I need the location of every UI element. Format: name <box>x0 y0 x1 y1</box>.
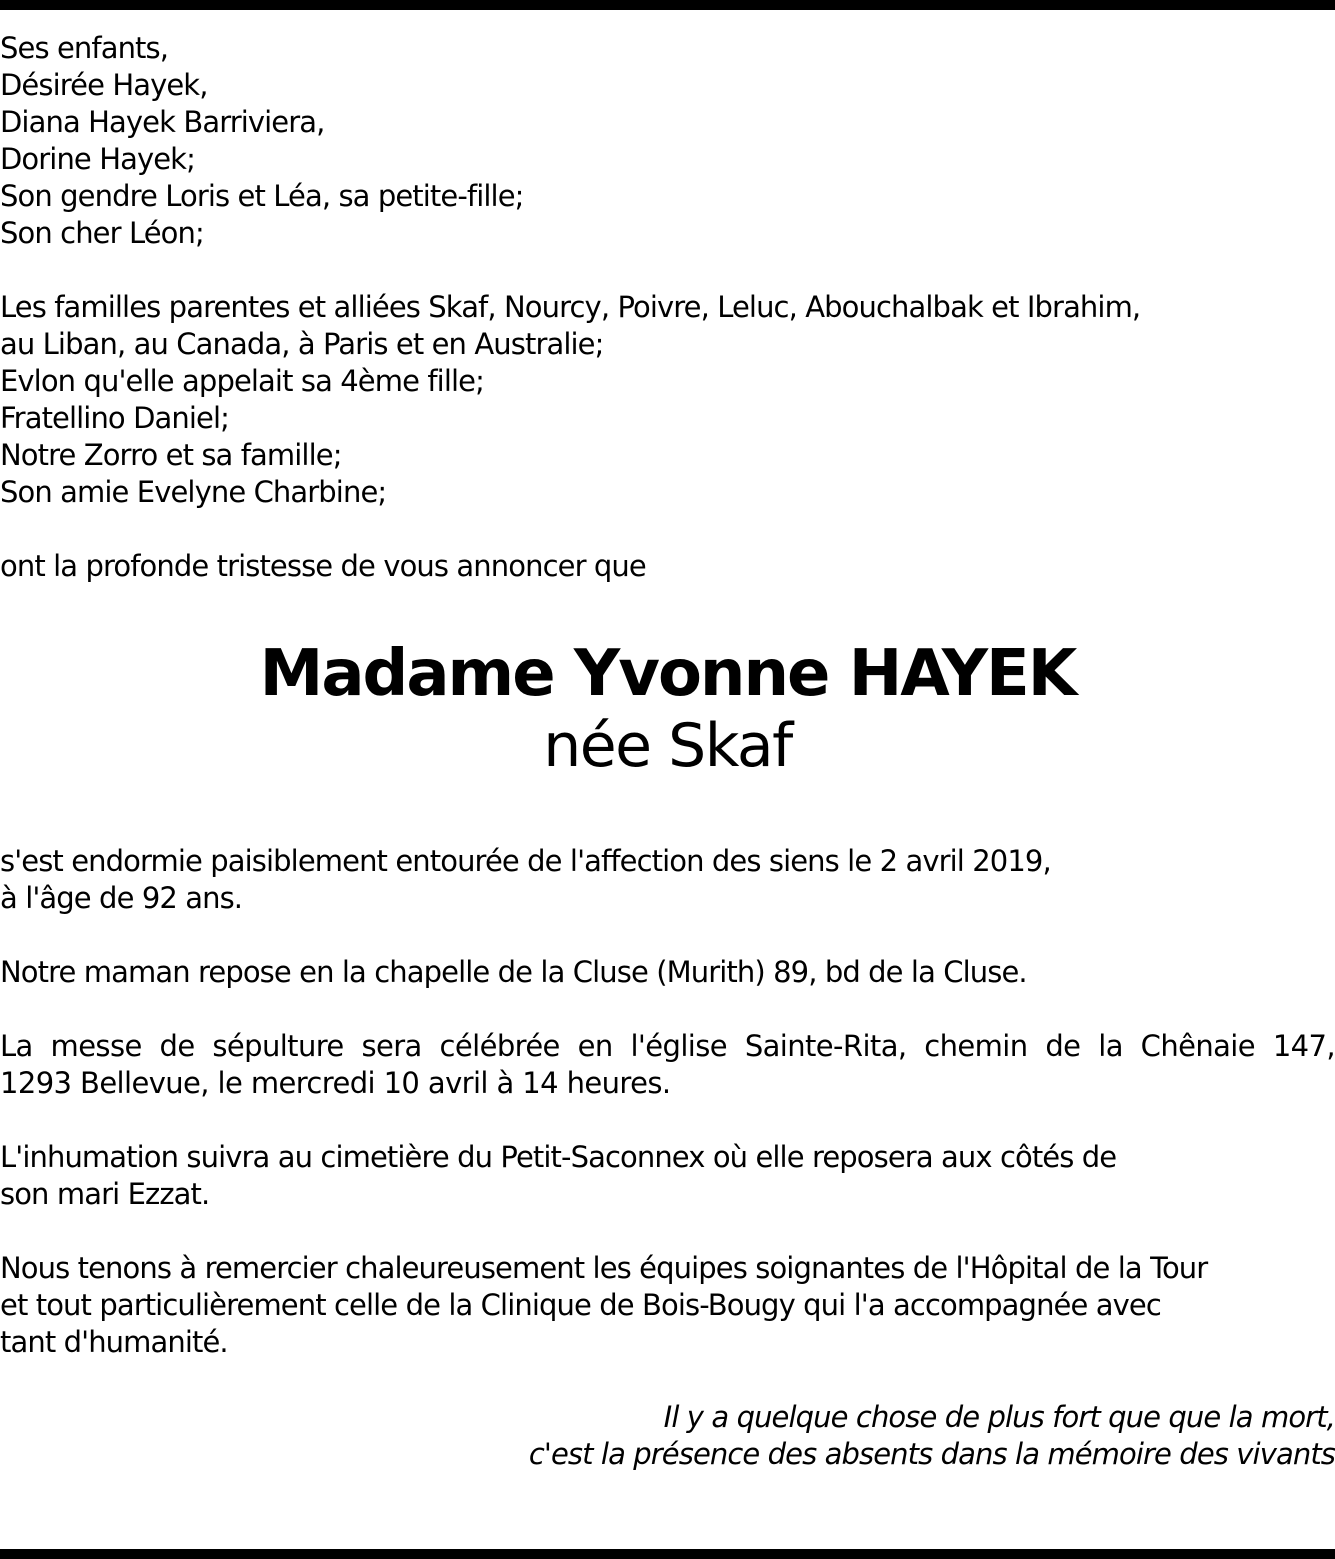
announcement-text: ont la profonde tristesse de vous annoncer que <box>0 549 646 583</box>
children-line: Désirée Hayek, <box>0 68 208 102</box>
passing-line: à l'âge de 92 ans. <box>0 881 243 915</box>
quote-line: Il y a quelque chose de plus fort que que la mort, <box>663 1400 1335 1434</box>
children-line: Ses enfants, <box>0 31 169 65</box>
mass-line: 1293 Bellevue, le mercredi 10 avril à 14 heures. <box>0 1066 671 1100</box>
obituary-notice <box>0 30 1335 1473</box>
children-line: Dorine Hayek; <box>0 142 195 176</box>
families-line: Evlon qu'elle appelait sa 4ème fille; <box>0 364 484 398</box>
families-list <box>0 289 1335 511</box>
burial-paragraph <box>0 1139 1335 1213</box>
deceased-maiden-name: née Skaf <box>543 711 792 781</box>
children-line: Diana Hayek Barriviera, <box>0 105 325 139</box>
closing-quote <box>0 1399 1335 1473</box>
burial-line: son mari Ezzat. <box>0 1177 210 1211</box>
children-line: Son cher Léon; <box>0 216 204 250</box>
mass-line: La messe de sépulture sera célébrée en l'église Sainte-Rita, chemin de la Chênaie 147, <box>0 1029 1335 1063</box>
families-line: Son amie Evelyne Charbine; <box>0 475 387 509</box>
burial-line: L'inhumation suivra au cimetière du Petit-Saconnex où elle reposera aux côtés de <box>0 1140 1117 1174</box>
thanks-line: tant d'humanité. <box>0 1325 228 1359</box>
children-line: Son gendre Loris et Léa, sa petite-fille; <box>0 179 524 213</box>
mass-paragraph <box>0 1028 1335 1102</box>
thanks-paragraph <box>0 1250 1335 1361</box>
top-rule <box>0 0 1335 10</box>
repose-line: Notre maman repose en la chapelle de la Cluse (Murith) 89, bd de la Cluse. <box>0 955 1027 989</box>
families-line: au Liban, au Canada, à Paris et en Australie; <box>0 327 604 361</box>
families-line: Notre Zorro et sa famille; <box>0 438 342 472</box>
thanks-line: et tout particulièrement celle de la Clinique de Bois-Bougy qui l'a accompagnée avec <box>0 1288 1161 1322</box>
quote-line: c'est la présence des absents dans la mémoire des vivants <box>528 1437 1335 1471</box>
families-line: Les familles parentes et alliées Skaf, Nourcy, Poivre, Leluc, Abouchalbak et Ibrahim, <box>0 290 1141 324</box>
deceased-heading <box>0 639 1335 781</box>
bottom-rule <box>0 1549 1335 1559</box>
children-list <box>0 30 1335 252</box>
thanks-line: Nous tenons à remercier chaleureusement les équipes soignantes de l'Hôpital de la Tour <box>0 1251 1208 1285</box>
announcement <box>0 548 1335 585</box>
families-line: Fratellino Daniel; <box>0 401 229 435</box>
deceased-name: Madame Yvonne HAYEK <box>259 637 1076 711</box>
passing-line: s'est endormie paisiblement entourée de l'affection des siens le 2 avril 2019, <box>0 844 1051 878</box>
passing-paragraph <box>0 843 1335 917</box>
repose-paragraph <box>0 954 1335 991</box>
